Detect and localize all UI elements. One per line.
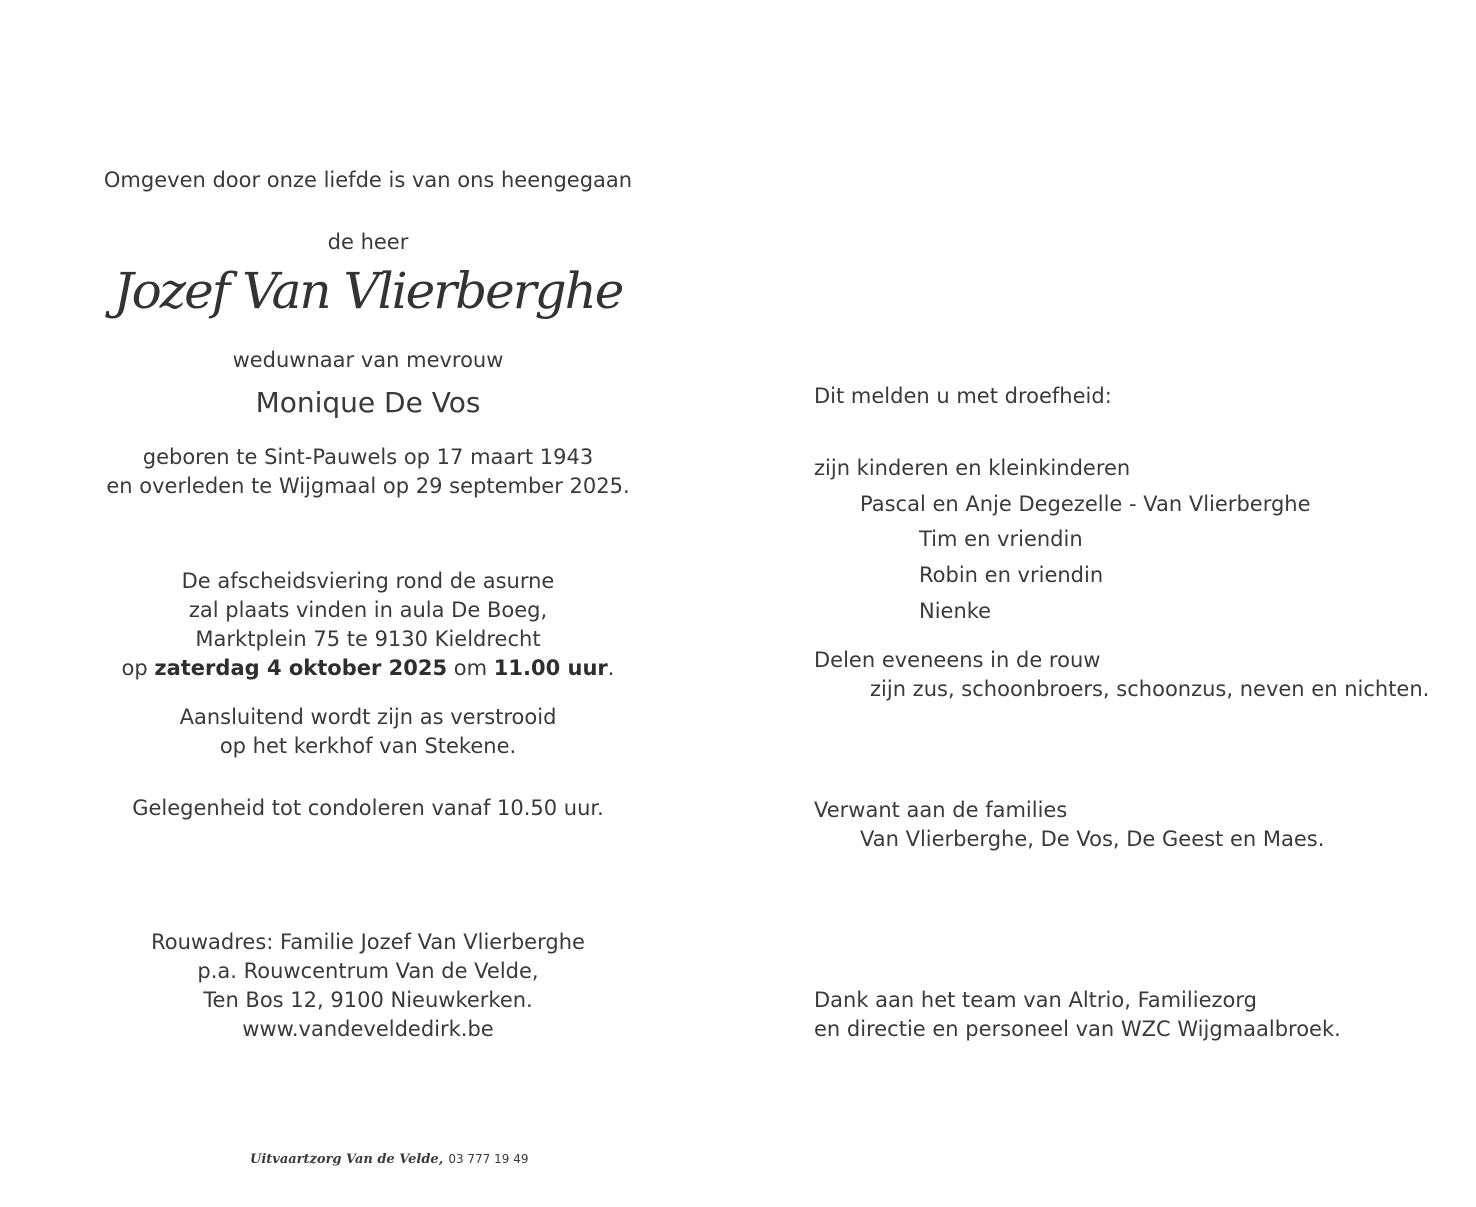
grandchild-entry-1: Tim en vriendin — [919, 527, 1083, 551]
ceremony-suffix: . — [607, 656, 615, 680]
spouse-name: Monique De Vos — [255, 386, 481, 419]
related-heading: Verwant aan de families — [814, 798, 1068, 822]
thanks-line-1: Dank aan het team van Altrio, Familiezorg — [814, 988, 1257, 1012]
ashes-line-2: op het kerkhof van Stekene. — [219, 734, 517, 758]
ceremony-line-4 — [100, 654, 636, 683]
address-line-3: Ten Bos 12, 9100 Nieuwkerken. — [203, 988, 533, 1012]
death-line: en overleden te Wijgmaal op 29 september 2025. — [106, 474, 630, 498]
related-line: Van Vlierberghe, De Vos, De Geest en Maes. — [860, 827, 1325, 851]
deceased-name-signature: Jozef Van Vlierberghe — [113, 262, 623, 320]
birth-line: geboren te Sint-Pauwels op 17 maart 1943 — [142, 445, 594, 469]
condolence-line: Gelegenheid tot condoleren vanaf 10.50 uur. — [132, 796, 604, 820]
children-heading: zijn kinderen en kleinkinderen — [814, 456, 1131, 480]
funeral-director-footer — [250, 1148, 528, 1167]
grandchild-entry-2: Robin en vriendin — [919, 563, 1104, 587]
announce-line: Dit melden u met droefheid: — [814, 384, 1112, 408]
honorific: de heer — [327, 230, 409, 254]
ashes-line-1: Aansluitend wordt zijn as verstrooid — [179, 705, 557, 729]
address-line-2: p.a. Rouwcentrum Van de Velde, — [197, 959, 539, 983]
ceremony-prefix: op — [121, 656, 155, 680]
ceremony-date: zaterdag 4 oktober 2025 — [154, 656, 448, 680]
mourn-line: zijn zus, schoonbroers, schoonzus, neven en nichten. — [870, 677, 1430, 701]
thanks-line-2: en directie en personeel van WZC Wijgmaalbroek. — [814, 1017, 1341, 1041]
intro-text: Omgeven door onze liefde is van ons heengegaan — [103, 168, 633, 192]
ceremony-time: 11.00 uur — [493, 656, 608, 680]
ceremony-line-1: De afscheidsviering rond de asurne — [181, 569, 555, 593]
mourn-heading: Delen eveneens in de rouw — [814, 648, 1101, 672]
child-entry: Pascal en Anje Degezelle - Van Vlierberghe — [860, 492, 1311, 516]
ceremony-line-3: Marktplein 75 te 9130 Kieldrecht — [195, 627, 541, 651]
ceremony-line-2: zal plaats vinden in aula De Boeg, — [188, 598, 548, 622]
grandchild-entry-3: Nienke — [919, 599, 992, 623]
funeral-director-phone: 03 777 19 49 — [448, 1152, 529, 1166]
website-line: www.vandeveldedirk.be — [242, 1017, 494, 1041]
address-line-1: Rouwadres: Familie Jozef Van Vlierberghe — [151, 930, 585, 954]
funeral-director-name: Uitvaartzorg Van de Velde, — [250, 1152, 444, 1167]
ceremony-mid: om — [447, 656, 494, 680]
widower-line: weduwnaar van mevrouw — [232, 348, 504, 372]
